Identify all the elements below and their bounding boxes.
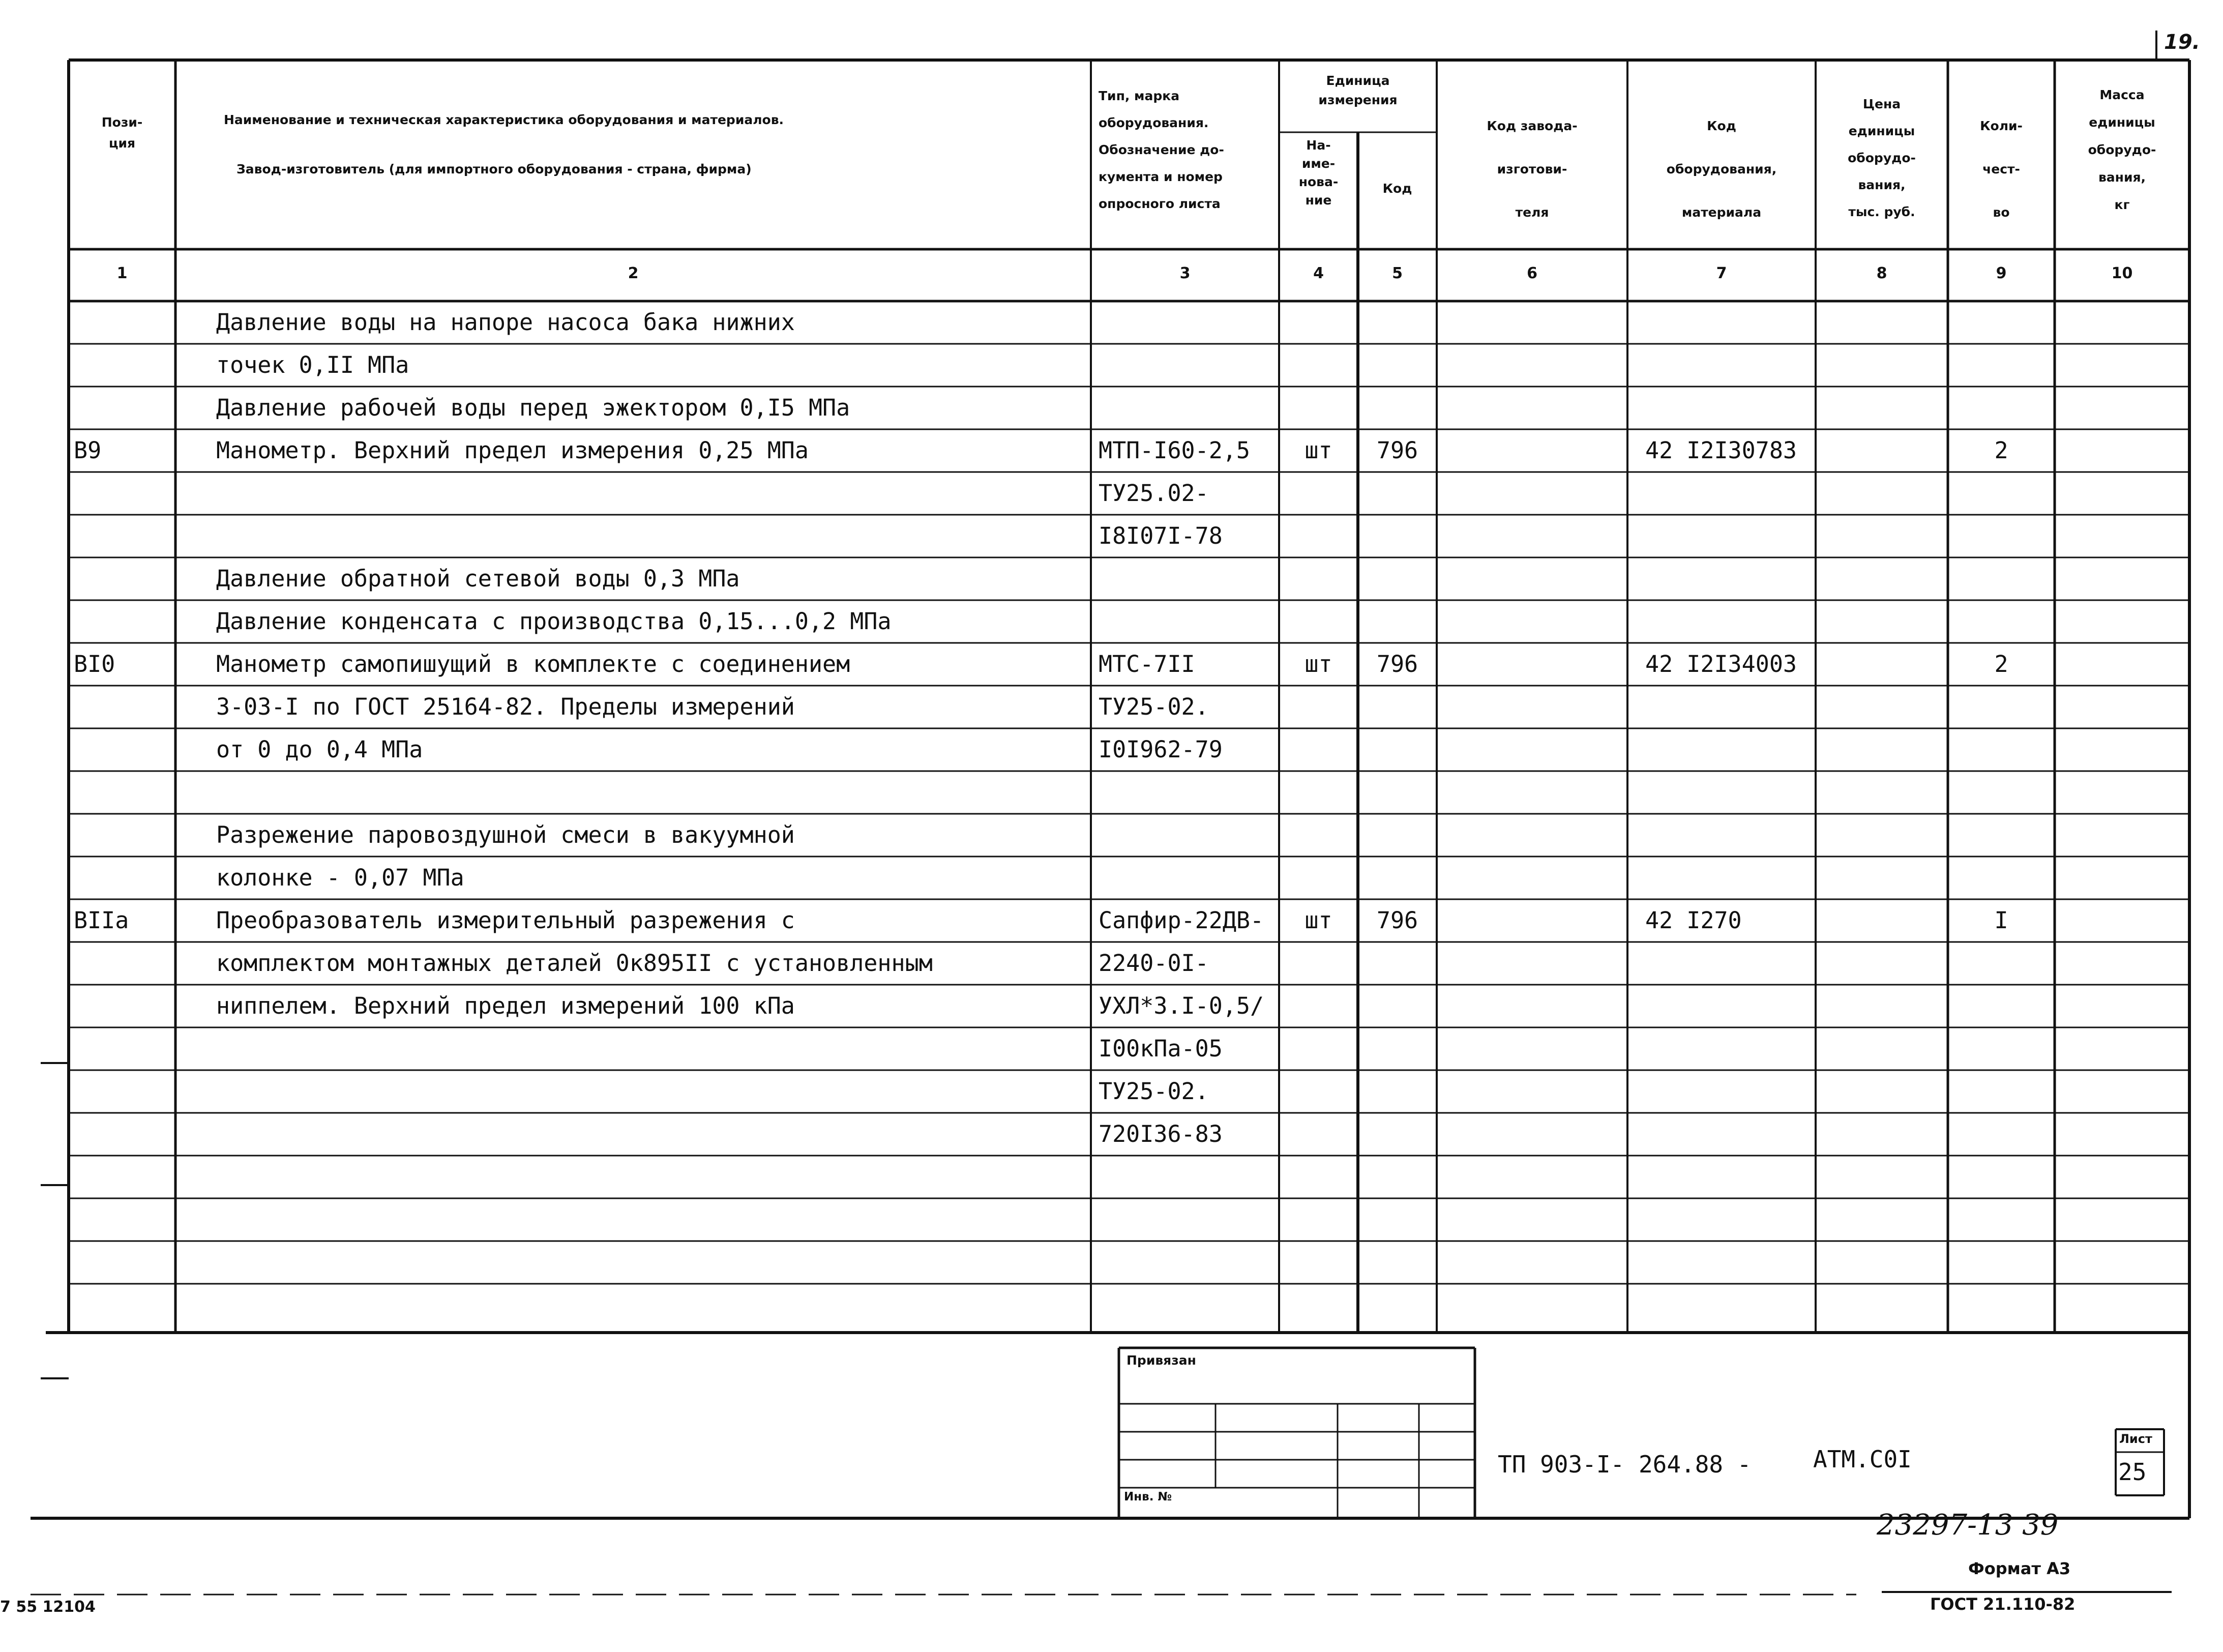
- cell-position: [74, 1240, 175, 1285]
- cell-name: [216, 514, 1088, 558]
- cell-unit-name: [1279, 1283, 1358, 1328]
- cell-unit-name: [1279, 599, 1358, 644]
- cell-type: I8I07I-78: [1099, 522, 1223, 549]
- cell-type: МТП-I60-2,5: [1099, 437, 1251, 464]
- header-mass: Масса единицы оборудо- вания, кг: [2088, 87, 2156, 212]
- cell-type: 2240-0I-: [1099, 950, 1209, 977]
- cell-name: колонке - 0,07 МПа: [216, 864, 464, 891]
- cell-price: [1816, 428, 1948, 473]
- cell-name: точек 0,II МПа: [216, 351, 409, 378]
- cell-price: [1816, 685, 1948, 729]
- cell-name: Разрежение паровоздушной смеси в вакуумной: [216, 821, 795, 848]
- header-unit-group: Единица измерения: [1318, 73, 1398, 107]
- document-suffix: АТМ.С0I: [1813, 1446, 1912, 1473]
- cell-name: [216, 1155, 1088, 1199]
- cell-price: [1816, 1283, 1948, 1328]
- cell-qty: [1948, 599, 2055, 644]
- stamp-inv-no: Инв. №: [1124, 1490, 1172, 1503]
- cell-price: [1816, 1112, 1948, 1157]
- cell-mass: [2055, 1069, 2189, 1114]
- cell-unit-name: [1279, 1026, 1358, 1071]
- cell-equip-code: [1645, 1155, 1816, 1199]
- cell-name: Давление рабочей воды перед эжектором 0,I5 МПа: [216, 394, 850, 421]
- header-price: Цена единицы оборудо- вания, тыс. руб.: [1848, 97, 1916, 219]
- cell-unit-name: [1279, 1155, 1358, 1199]
- cell-qty: 2: [1994, 437, 2008, 464]
- cell-factory-code: [1437, 855, 1627, 900]
- cell-unit-code: [1358, 813, 1437, 858]
- cell-equip-code: 42 I2I34003: [1645, 651, 1797, 677]
- cell-price: [1816, 642, 1948, 687]
- cell-equip-code: [1645, 599, 1816, 644]
- cell-position: [74, 300, 175, 345]
- cell-unit-code: [1358, 984, 1437, 1028]
- cell-qty: [1948, 1197, 2055, 1242]
- cell-mass: [2055, 727, 2189, 772]
- cell-equip-code: [1645, 386, 1816, 430]
- cell-price: [1816, 855, 1948, 900]
- cell-equip-code: [1645, 556, 1816, 601]
- cell-position: [74, 984, 175, 1028]
- cell-equip-code: [1645, 1197, 1816, 1242]
- cell-position: ВI0: [74, 651, 115, 677]
- header-position: Пози- ция: [101, 115, 143, 151]
- cell-unit-name: [1279, 386, 1358, 430]
- cell-mass: [2055, 642, 2189, 687]
- cell-mass: [2055, 1240, 2189, 1285]
- cell-factory-code: [1437, 1069, 1627, 1114]
- cell-unit-code: [1358, 685, 1437, 729]
- cell-name: ниппелем. Верхний предел измерений 100 кПа: [216, 992, 795, 1019]
- cell-type: Сапфир-22ДВ-: [1099, 907, 1264, 934]
- cell-unit-code: [1358, 1283, 1437, 1328]
- cell-name: [216, 1240, 1088, 1285]
- cell-factory-code: [1437, 386, 1627, 430]
- cell-position: [74, 855, 175, 900]
- format-label: Формат А3: [1968, 1559, 2071, 1578]
- cell-type: [1099, 1155, 1279, 1199]
- cell-name: комплектом монтажных деталей 0к895II с установленным: [216, 950, 933, 977]
- cell-mass: [2055, 599, 2189, 644]
- cell-unit-name: [1279, 685, 1358, 729]
- cell-qty: [1948, 685, 2055, 729]
- cell-unit-name: [1279, 514, 1358, 558]
- cell-qty: [1948, 984, 2055, 1028]
- cell-position: [74, 1197, 175, 1242]
- cell-name: от 0 до 0,4 МПа: [216, 736, 423, 763]
- cell-name: 3-03-I по ГОСТ 25164-82. Пределы измерений: [216, 693, 795, 720]
- cell-factory-code: [1437, 1283, 1627, 1328]
- cell-qty: [1948, 343, 2055, 388]
- cell-unit-name: [1279, 984, 1358, 1028]
- cell-factory-code: [1437, 898, 1627, 943]
- cell-unit-code: 796: [1376, 651, 1418, 677]
- cell-type: 720I36-83: [1099, 1120, 1223, 1147]
- cell-qty: [1948, 770, 2055, 815]
- cell-unit-name: [1279, 471, 1358, 516]
- cell-unit-code: [1358, 770, 1437, 815]
- cell-factory-code: [1437, 428, 1627, 473]
- cell-equip-code: [1645, 1283, 1816, 1328]
- cell-mass: [2055, 300, 2189, 345]
- cell-equip-code: [1645, 343, 1816, 388]
- cell-type: [1099, 1283, 1279, 1328]
- cell-name: [216, 1069, 1088, 1114]
- cell-mass: [2055, 1026, 2189, 1071]
- cell-factory-code: [1437, 1197, 1627, 1242]
- cell-type: ТУ25.02-: [1099, 480, 1209, 507]
- cell-unit-code: [1358, 1240, 1437, 1285]
- cell-type: УХЛ*3.I-0,5/: [1099, 992, 1264, 1019]
- cell-unit-code: 796: [1376, 907, 1418, 934]
- cell-unit-name: [1279, 813, 1358, 858]
- cell-price: [1816, 770, 1948, 815]
- cell-name: Манометр. Верхний предел измерения 0,25 МПа: [216, 437, 809, 464]
- cell-mass: [2055, 556, 2189, 601]
- header-unit-name: На- име- нова- ние: [1298, 138, 1339, 208]
- cell-name: Давление обратной сетевой воды 0,3 МПа: [216, 565, 740, 592]
- cell-unit-code: [1358, 1026, 1437, 1071]
- cell-unit-code: [1358, 855, 1437, 900]
- cell-position: [74, 685, 175, 729]
- cell-type: МТС-7II: [1099, 651, 1195, 677]
- cell-position: [74, 770, 175, 815]
- column-number: 4: [1313, 264, 1324, 282]
- cell-qty: [1948, 300, 2055, 345]
- cell-mass: [2055, 855, 2189, 900]
- cell-unit-name: [1279, 300, 1358, 345]
- cell-factory-code: [1437, 514, 1627, 558]
- column-number: 10: [2111, 264, 2133, 282]
- cell-mass: [2055, 813, 2189, 858]
- cell-qty: [1948, 941, 2055, 986]
- cell-equip-code: [1645, 514, 1816, 558]
- column-number: 2: [628, 264, 639, 282]
- cell-unit-name: [1279, 1112, 1358, 1157]
- cell-name: Давление воды на напоре насоса бака нижних: [216, 309, 795, 336]
- cell-name: Манометр самопишущий в комплекте с соединением: [216, 651, 850, 677]
- cell-type: [1099, 300, 1279, 345]
- cell-factory-code: [1437, 599, 1627, 644]
- cell-name: [216, 1283, 1088, 1328]
- cell-type: I00кПа-05: [1099, 1035, 1223, 1062]
- cell-price: [1816, 471, 1948, 516]
- header-type: Тип, марка оборудования. Обозначение до- кумента и номер опросного листа: [1099, 88, 1224, 211]
- cell-price: [1816, 556, 1948, 601]
- cell-type: [1099, 343, 1279, 388]
- header-equip-code: Код оборудования, материала: [1666, 119, 1777, 220]
- header-qty: Коли- чест- во: [1980, 119, 2023, 220]
- cell-price: [1816, 1197, 1948, 1242]
- cell-unit-code: [1358, 1155, 1437, 1199]
- cell-equip-code: 42 I270: [1645, 907, 1742, 934]
- header-name-line1: Наименование и техническая характеристика оборудования и материалов.: [224, 112, 784, 127]
- cell-unit-code: 796: [1376, 437, 1418, 464]
- cell-mass: [2055, 941, 2189, 986]
- cell-position: [74, 514, 175, 558]
- cell-unit-name: шт: [1305, 437, 1332, 464]
- document-code: ТП 903-I- 264.88 -: [1498, 1451, 1752, 1478]
- cell-type: [1099, 556, 1279, 601]
- cell-unit-code: [1358, 556, 1437, 601]
- cell-factory-code: [1437, 1155, 1627, 1199]
- cell-type: [1099, 855, 1279, 900]
- cell-unit-code: [1358, 1197, 1437, 1242]
- handwritten-number: 23297-13 39: [1877, 1509, 2059, 1542]
- cell-qty: [1948, 386, 2055, 430]
- cell-mass: [2055, 685, 2189, 729]
- cell-factory-code: [1437, 1112, 1627, 1157]
- cell-unit-code: [1358, 514, 1437, 558]
- cell-position: [74, 813, 175, 858]
- cell-price: [1816, 343, 1948, 388]
- cell-factory-code: [1437, 984, 1627, 1028]
- cell-unit-code: [1358, 343, 1437, 388]
- cell-price: [1816, 898, 1948, 943]
- cell-unit-code: [1358, 941, 1437, 986]
- column-number: 9: [1996, 264, 2007, 282]
- cell-unit-name: [1279, 727, 1358, 772]
- cell-qty: [1948, 1240, 2055, 1285]
- cell-mass: [2055, 1197, 2189, 1242]
- cell-mass: [2055, 898, 2189, 943]
- cell-mass: [2055, 1155, 2189, 1199]
- cell-position: [74, 556, 175, 601]
- cell-unit-code: [1358, 1069, 1437, 1114]
- cell-price: [1816, 1069, 1948, 1114]
- cell-unit-code: [1358, 599, 1437, 644]
- cell-unit-name: шт: [1305, 907, 1332, 934]
- cell-qty: [1948, 1026, 2055, 1071]
- cell-type: ТУ25-02.: [1099, 693, 1209, 720]
- cell-mass: [2055, 386, 2189, 430]
- cell-factory-code: [1437, 300, 1627, 345]
- cell-qty: [1948, 1069, 2055, 1114]
- cell-factory-code: [1437, 685, 1627, 729]
- cell-position: [74, 727, 175, 772]
- cell-position: ВIIа: [74, 907, 129, 934]
- sheet-number: 25: [2118, 1458, 2147, 1486]
- cell-equip-code: [1645, 1240, 1816, 1285]
- stamp-privyazan: Привязан: [1127, 1353, 1196, 1368]
- cell-factory-code: [1437, 642, 1627, 687]
- cell-name: [216, 1026, 1088, 1071]
- cell-mass: [2055, 1112, 2189, 1157]
- cell-equip-code: [1645, 941, 1816, 986]
- cell-equip-code: [1645, 471, 1816, 516]
- cell-qty: [1948, 1155, 2055, 1199]
- cell-type: ТУ25-02.: [1099, 1078, 1209, 1105]
- cell-position: [74, 599, 175, 644]
- cell-unit-code: [1358, 727, 1437, 772]
- cell-qty: [1948, 855, 2055, 900]
- column-number: 8: [1876, 264, 1887, 282]
- cell-unit-name: шт: [1305, 651, 1332, 677]
- cell-position: [74, 471, 175, 516]
- cell-factory-code: [1437, 941, 1627, 986]
- cell-factory-code: [1437, 556, 1627, 601]
- cell-equip-code: [1645, 300, 1816, 345]
- cell-position: [74, 1155, 175, 1199]
- sheet-label: Лист: [2119, 1432, 2152, 1446]
- cell-unit-name: [1279, 1197, 1358, 1242]
- cell-qty: [1948, 556, 2055, 601]
- cell-equip-code: 42 I2I30783: [1645, 437, 1797, 464]
- cell-equip-code: [1645, 1026, 1816, 1071]
- cell-unit-name: [1279, 770, 1358, 815]
- gost-label: ГОСТ 21.110-82: [1930, 1595, 2076, 1614]
- cell-name: Преобразователь измерительный разрежения с: [216, 907, 795, 934]
- cell-price: [1816, 1240, 1948, 1285]
- cell-factory-code: [1437, 1026, 1627, 1071]
- cell-mass: [2055, 770, 2189, 815]
- cell-price: [1816, 984, 1948, 1028]
- cell-unit-name: [1279, 556, 1358, 601]
- print-code: 7 55 12104: [0, 1598, 96, 1616]
- cell-qty: 2: [1994, 651, 2008, 677]
- column-number: 7: [1716, 264, 1727, 282]
- cell-equip-code: [1645, 984, 1816, 1028]
- cell-mass: [2055, 343, 2189, 388]
- column-number: 3: [1179, 264, 1191, 282]
- cell-qty: [1948, 1283, 2055, 1328]
- cell-price: [1816, 813, 1948, 858]
- cell-type: [1099, 1240, 1279, 1285]
- cell-type: [1099, 813, 1279, 858]
- cell-unit-code: [1358, 300, 1437, 345]
- cell-type: [1099, 770, 1279, 815]
- cell-factory-code: [1437, 770, 1627, 815]
- cell-position: [74, 1112, 175, 1157]
- cell-unit-name: [1279, 1240, 1358, 1285]
- cell-price: [1816, 300, 1948, 345]
- page-number: 19.: [2164, 31, 2200, 54]
- cell-unit-name: [1279, 1069, 1358, 1114]
- header-name-line2: Завод-изготовитель (для импортного оборудования - страна, фирма): [236, 162, 752, 176]
- cell-equip-code: [1645, 813, 1816, 858]
- cell-price: [1816, 1155, 1948, 1199]
- cell-factory-code: [1437, 343, 1627, 388]
- column-number: 5: [1392, 264, 1403, 282]
- cell-price: [1816, 599, 1948, 644]
- cell-position: [74, 386, 175, 430]
- cell-name: [216, 1197, 1088, 1242]
- cell-name: [216, 471, 1088, 516]
- cell-name: [216, 770, 1088, 815]
- cell-unit-name: [1279, 855, 1358, 900]
- cell-factory-code: [1437, 1240, 1627, 1285]
- cell-qty: [1948, 471, 2055, 516]
- cell-unit-code: [1358, 1112, 1437, 1157]
- cell-position: [74, 1026, 175, 1071]
- cell-price: [1816, 941, 1948, 986]
- cell-position: [74, 941, 175, 986]
- cell-price: [1816, 514, 1948, 558]
- cell-factory-code: [1437, 471, 1627, 516]
- cell-equip-code: [1645, 727, 1816, 772]
- cell-equip-code: [1645, 855, 1816, 900]
- cell-qty: [1948, 727, 2055, 772]
- cell-name: [216, 1112, 1088, 1157]
- cell-qty: I: [1994, 907, 2008, 934]
- cell-mass: [2055, 1283, 2189, 1328]
- cell-name: Давление конденсата с производства 0,15...0,2 МПа: [216, 608, 892, 635]
- cell-position: В9: [74, 437, 102, 464]
- cell-qty: [1948, 514, 2055, 558]
- cell-mass: [2055, 471, 2189, 516]
- cell-unit-name: [1279, 343, 1358, 388]
- cell-price: [1816, 1026, 1948, 1071]
- cell-qty: [1948, 1112, 2055, 1157]
- cell-unit-name: [1279, 941, 1358, 986]
- column-number: 1: [116, 264, 128, 282]
- cell-qty: [1948, 813, 2055, 858]
- cell-mass: [2055, 984, 2189, 1028]
- cell-equip-code: [1645, 1069, 1816, 1114]
- cell-price: [1816, 386, 1948, 430]
- cell-type: [1099, 599, 1279, 644]
- header-factory-code: Код завода- изготови- теля: [1487, 119, 1578, 220]
- column-number: 6: [1527, 264, 1537, 282]
- cell-position: [74, 343, 175, 388]
- cell-position: [74, 1069, 175, 1114]
- cell-equip-code: [1645, 770, 1816, 815]
- header-unit-code: Код: [1382, 181, 1412, 196]
- cell-mass: [2055, 428, 2189, 473]
- cell-factory-code: [1437, 727, 1627, 772]
- cell-factory-code: [1437, 813, 1627, 858]
- cell-equip-code: [1645, 1112, 1816, 1157]
- cell-price: [1816, 727, 1948, 772]
- cell-mass: [2055, 514, 2189, 558]
- cell-type: [1099, 386, 1279, 430]
- cell-position: [74, 1283, 175, 1328]
- cell-type: [1099, 1197, 1279, 1242]
- cell-unit-code: [1358, 471, 1437, 516]
- cell-equip-code: [1645, 685, 1816, 729]
- cell-unit-code: [1358, 386, 1437, 430]
- cell-type: I0I962-79: [1099, 736, 1223, 763]
